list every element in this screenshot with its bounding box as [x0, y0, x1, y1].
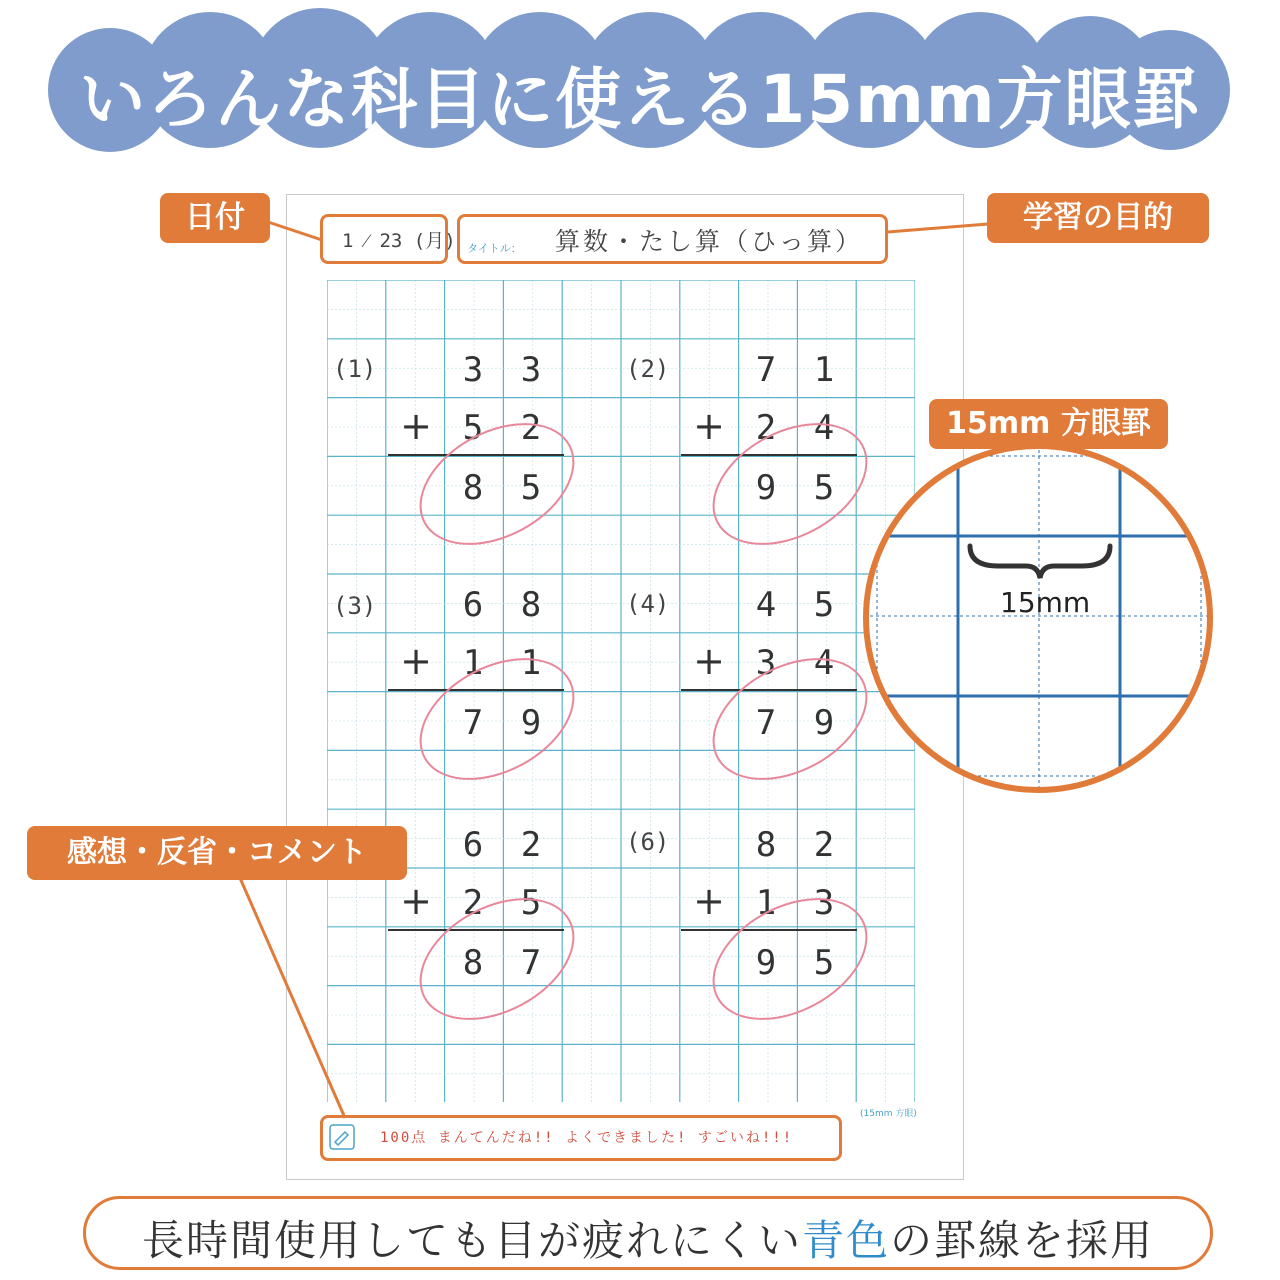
problem-answer-digit: 9 [813, 703, 835, 743]
problem-top-digit: 8 [520, 585, 542, 625]
footer-code: (15mm 方眼) [860, 1109, 917, 1119]
bottom-text-highlight: 青色 [801, 1216, 890, 1265]
tag-date: 日付 [160, 193, 270, 243]
banner-title: いろんな科目に使える15mm方眼罫 [79, 61, 1201, 138]
problem-top-digit: 1 [813, 350, 835, 390]
problem-top-digit: 2 [813, 825, 835, 865]
problem-answer-digit: 5 [520, 468, 542, 508]
problem-top-digit: 3 [520, 350, 542, 390]
answer-check-circle [695, 647, 885, 787]
plus-sign: + [693, 404, 725, 448]
problem-label: (4) [626, 590, 670, 618]
problem-top-digit: 4 [755, 585, 777, 625]
problem-bottom-digit: 2 [755, 408, 777, 448]
problem-answer-digit: 7 [755, 703, 777, 743]
problem-top-digit: 3 [462, 350, 484, 390]
problem-label: (1) [333, 355, 377, 383]
tag-comment: 感想・反省・コメント [27, 826, 407, 880]
problem-bottom-digit: 4 [813, 643, 835, 683]
problem-bottom-digit: 1 [462, 643, 484, 683]
problem-bottom-digit: 2 [462, 883, 484, 923]
problem-answer-digit: 9 [755, 468, 777, 508]
problem-answer-digit: 8 [462, 943, 484, 983]
problem-bottom-digit: 2 [520, 408, 542, 448]
plus-sign: + [400, 879, 432, 923]
problem-answer-digit: 9 [520, 703, 542, 743]
zoom-measure-label: 15mm [1000, 586, 1091, 619]
problem-answer-digit: 5 [813, 943, 835, 983]
problem-top-digit: 7 [755, 350, 777, 390]
problem-answer-digit: 9 [755, 943, 777, 983]
bottom-text-before: 長時間使用しても目が疲れにくい [141, 1216, 802, 1265]
plus-sign: + [400, 404, 432, 448]
problem-bottom-digit: 1 [755, 883, 777, 923]
answer-check-circle [695, 412, 885, 552]
title-label: タイトル： [467, 242, 522, 255]
plus-sign: + [400, 639, 432, 683]
tag-purpose: 学習の目的 [987, 193, 1209, 243]
problem-bottom-digit: 1 [520, 643, 542, 683]
title-text: 算数・たし算（ひっ算） [555, 227, 864, 256]
problem-bottom-digit: 4 [813, 408, 835, 448]
problem-answer-digit: 8 [462, 468, 484, 508]
problem-top-digit: 2 [520, 825, 542, 865]
problem-label: (6) [626, 828, 670, 856]
problem-bottom-digit: 3 [813, 883, 835, 923]
plus-sign: + [693, 639, 725, 683]
problem-top-digit: 5 [813, 585, 835, 625]
pencil-icon [329, 1124, 355, 1150]
problem-answer-digit: 5 [813, 468, 835, 508]
problem-bottom-digit: 5 [462, 408, 484, 448]
bottom-text-after: の罫線を採用 [890, 1216, 1155, 1265]
problem-answer-digit: 7 [520, 943, 542, 983]
bottom-text [83, 1208, 1213, 1268]
date-text: 1 ⁄ 23 (月) [342, 230, 456, 252]
comment-text: 100点 まんてんだね!! よくできました! すごいね!!! [380, 1130, 794, 1146]
answer-check-circle [402, 647, 592, 787]
problem-answer-digit: 7 [462, 703, 484, 743]
problem-label: (3) [333, 592, 377, 620]
problem-bottom-digit: 3 [755, 643, 777, 683]
problem-bottom-digit: 5 [520, 883, 542, 923]
answer-check-circle [695, 887, 885, 1027]
plus-sign: + [693, 879, 725, 923]
problem-top-digit: 6 [462, 825, 484, 865]
problem-label: (2) [626, 355, 670, 383]
problem-top-digit: 8 [755, 825, 777, 865]
answer-check-circle [402, 887, 592, 1027]
answer-check-circle [402, 412, 592, 552]
tag-grid: 15mm 方眼罫 [929, 399, 1168, 449]
problem-top-digit: 6 [462, 585, 484, 625]
